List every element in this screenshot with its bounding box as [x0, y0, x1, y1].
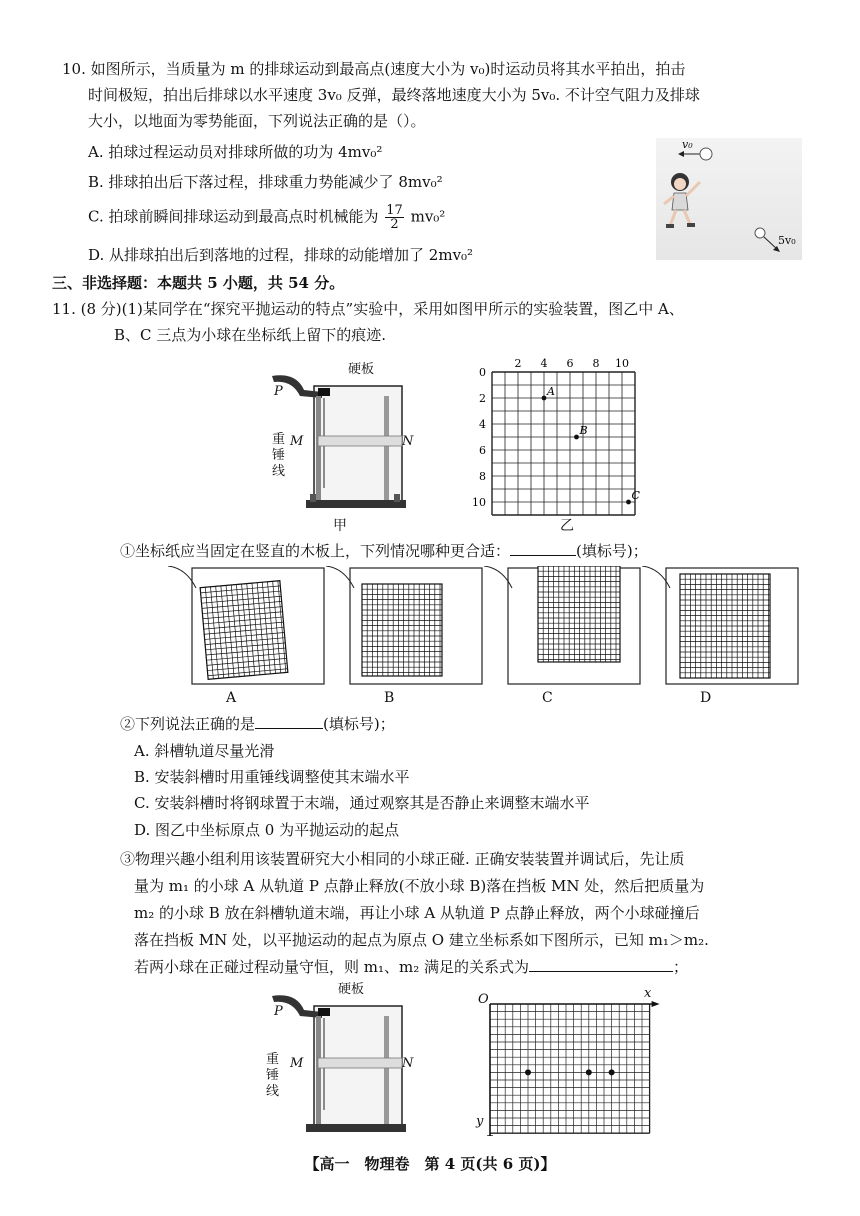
label-plumb-2-2: 锤	[266, 1068, 280, 1083]
trace-point-b	[574, 435, 579, 440]
v0-label: v₀	[682, 138, 693, 151]
fraction-numerator: 17	[386, 203, 403, 218]
label-plumb-2-3: 线	[266, 1084, 280, 1099]
answer-blank-1[interactable]	[510, 541, 576, 556]
y-tick-label: 2	[479, 392, 486, 405]
x-tick-label: 4	[540, 357, 548, 370]
label-plumb-2: 锤	[272, 448, 286, 463]
label-m: M	[290, 434, 304, 449]
mounting-options	[166, 566, 806, 690]
label-n-2: N	[402, 1056, 414, 1071]
apparatus-figure-2	[266, 982, 416, 1134]
q11-s3-line-4: 落在挡板 MN 处，以平抛运动的起点为原点 O 建立坐标系如下图所示，已知 m₁＞m₂.	[134, 931, 709, 949]
q11-s1	[120, 540, 648, 562]
x-tick-label: 6	[566, 357, 574, 370]
trace-point-c	[626, 500, 631, 505]
axis-origin-label: O	[478, 992, 489, 1007]
y-tick-label: 6	[479, 444, 486, 457]
q11-line-2: B、C 三点为小球在坐标纸上留下的痕迹.	[114, 326, 387, 344]
label-hardboard-2: 硬板	[338, 982, 365, 997]
trace-label-b: B	[579, 424, 588, 437]
mounting-option-c	[484, 566, 640, 684]
mounting-option-d	[642, 566, 798, 684]
caption-yi: 乙	[560, 518, 574, 534]
q11-s3-tail: ；	[673, 958, 689, 976]
q10-line-1: 10. 如图所示，当质量为 m 的排球运动到最高点(速度大小为 v₀)时运动员将其水平拍出，拍击	[62, 60, 686, 78]
answer-blank-3[interactable]	[529, 957, 673, 972]
answer-blank-2[interactable]	[255, 714, 323, 729]
q11-s3-line-5	[134, 956, 688, 978]
x-axis-arrow	[652, 1001, 660, 1007]
label-n: N	[402, 434, 414, 449]
label-p-2: P	[274, 1004, 283, 1019]
y-axis-arrow	[487, 1135, 493, 1136]
q11-s2-tail: (填标号)；	[323, 715, 395, 733]
apparatus-figure-jia	[266, 362, 416, 512]
q11-s3-line-1: ③物理兴趣小组利用该装置研究大小相同的小球正碰. 正确安装装置并调试后，先让质	[120, 850, 685, 868]
label-m-2: M	[290, 1056, 304, 1071]
axis-x-label: x	[644, 986, 652, 1001]
label-p: P	[274, 384, 283, 399]
label-hardboard: 硬板	[348, 362, 375, 377]
label-plumb-3: 线	[272, 464, 286, 479]
mounting-option-a	[168, 566, 324, 684]
y-tick-label: 0	[479, 366, 486, 379]
option-label-c: C	[542, 690, 553, 706]
q10-option-c	[88, 204, 445, 231]
q11-s2-option-d: D. 图乙中坐标原点 0 为平抛运动的起点	[134, 821, 400, 839]
fraction	[385, 204, 404, 231]
caption-jia: 甲	[333, 518, 347, 534]
section-3-heading: 三、非选择题：本题共 5 小题，共 54 分。	[52, 274, 345, 292]
axis-y-label: y	[476, 1114, 484, 1129]
q11-s3-line-3: m₂ 的小球 B 放在斜槽轨道末端，再让小球 A 从轨道 P 点静止释放，两个小球碰撞后	[134, 904, 700, 922]
landing-point-1	[525, 1069, 531, 1075]
page-footer: 【高一 物理卷 第 4 页(共 6 页)】	[304, 1155, 556, 1173]
q11-s2-text: ②下列说法正确的是	[120, 715, 256, 733]
q10-line-3: 大小，以地面为零势能面，下列说法正确的是（）。	[88, 112, 426, 130]
q10-line-2: 时间极短，拍出后排球以水平速度 3v₀ 反弹，最终落地速度大小为 5v₀. 不计空气阻力及排球	[88, 86, 700, 104]
q11-s1-text: ①坐标纸应当固定在竖直的木板上，下列情况哪种更合适：	[120, 542, 511, 560]
q10-option-b: B. 排球拍出后下落过程，排球重力势能减少了 8mv₀²	[88, 173, 443, 191]
trace-label-a: A	[547, 385, 555, 398]
5v0-label: 5v₀	[778, 234, 796, 247]
fraction-denominator: 2	[390, 217, 399, 232]
collision-grid-figure	[474, 986, 660, 1136]
landing-point-2	[586, 1069, 592, 1075]
landing-point-3	[609, 1069, 615, 1075]
x-tick-label: 10	[615, 357, 629, 370]
q11-s2-option-c: C. 安装斜槽时将钢球置于末端，通过观察其是否静止来调整末端水平	[134, 794, 590, 812]
trace-point-a	[542, 396, 547, 401]
option-label-d: D	[700, 690, 712, 706]
trace-label-c: C	[631, 489, 640, 502]
q11-s2-option-b: B. 安装斜槽时用重锤线调整使其末端水平	[134, 768, 410, 786]
q11-s2-option-a: A. 斜槽轨道尽量光滑	[134, 742, 275, 760]
x-tick-label: 8	[592, 357, 600, 370]
option-label-a: A	[226, 690, 237, 706]
volleyball-figure	[656, 138, 802, 260]
grid-figure-yi	[470, 352, 650, 516]
mounting-option-b	[326, 566, 482, 684]
label-plumb-2-1: 重	[266, 1052, 280, 1067]
q11-s3-line-2: 量为 m₁ 的小球 A 从轨道 P 点静止释放(不放小球 B)落在挡板 MN 处，然后把质量为	[134, 877, 705, 895]
q10-option-c-text: C. 拍球前瞬间排球运动到最高点时机械能为	[88, 207, 379, 226]
q11-s3-text: 若两小球在正碰过程动量守恒，则 m₁、m₂ 满足的关系式为	[134, 958, 530, 976]
y-tick-label: 10	[472, 496, 486, 509]
q11-s2	[120, 713, 395, 735]
q10-option-a: A. 拍球过程运动员对排球所做的功为 4mv₀²	[88, 143, 383, 161]
x-tick-label: 2	[514, 357, 522, 370]
y-tick-label: 4	[479, 418, 486, 431]
y-tick-label: 8	[479, 470, 486, 483]
q10-option-c-unit: mv₀²	[410, 207, 446, 226]
label-plumb-1: 重	[272, 432, 286, 447]
q11-s1-tail: (填标号)；	[576, 542, 648, 560]
q11-line-1: 11. (8 分)(1)某同学在“探究平抛运动的特点”实验中，采用如图甲所示的实验装置，图乙中 A、	[52, 300, 684, 318]
q10-option-d: D. 从排球拍出后到落地的过程，排球的动能增加了 2mv₀²	[88, 246, 474, 264]
option-label-b: B	[384, 690, 395, 706]
